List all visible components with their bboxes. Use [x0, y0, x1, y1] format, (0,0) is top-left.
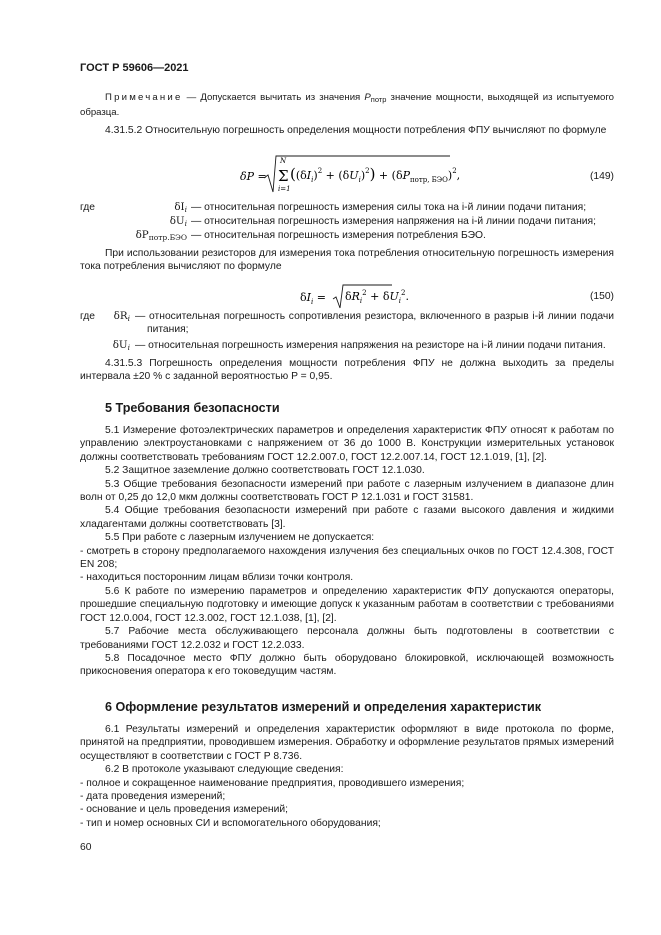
section-5-paragraph: - находиться посторонним лицам вблизи точки контроля.: [80, 572, 354, 584]
note-text-before: — Допускается вычитать из значения: [182, 92, 365, 103]
legend-symbol: δU: [169, 215, 185, 227]
note-text-after: значение мощности, выходящей из испытуемого образца.: [80, 92, 614, 118]
section-6-paragraph: - полное и сокращенное наименование предприятия, проводившего измерения;: [80, 777, 465, 789]
paragraph-4-31-5-2: 4.31.5.2 Относительную погрешность определения мощности потребления ФПУ вычисляют по формуле: [105, 125, 607, 136]
formula-150: [300, 282, 410, 310]
legend-symbol: δR: [113, 310, 128, 322]
legend-symbol-sub: i: [184, 205, 187, 214]
legend-text: — относительная погрешность измерения потребления БЭО.: [191, 230, 486, 241]
section-5-paragraph: 5.6 К работе по измерению параметров и определению характеристик ФПУ допускаются операторы, прошедшие специальную подготовку и имеющие допуск к указанным работам в соответствии с требованиями ГОСТ 12.0.004, ГОСТ 12.3.002, ГОСТ 12.1.038, [1], [2].: [80, 585, 614, 624]
paragraph-4-31-5-3: 4.31.5.3 Погрешность определения мощности потребления ФПУ не должна выходить за пределы интервала ±20 % с заданной вероятностью P = 0,95.: [80, 358, 614, 383]
formula-149-graphic: [240, 154, 540, 196]
section-6-paragraph: - основание и цель проведения измерений;: [80, 804, 288, 816]
section-6-paragraph: - тип и номер основных СИ и вспомогательного оборудования;: [80, 817, 381, 829]
legend-symbol: δU: [112, 339, 128, 351]
standard-header: ГОСТ Р 59606—2021: [80, 62, 189, 74]
formula-149-sigma: Σ: [278, 167, 289, 185]
paragraph-resistors: При использовании резисторов для измерения тока потребления относительную погрешность измерения тока потребления вычисляют по формуле: [80, 248, 614, 273]
legend-where: где: [80, 311, 96, 322]
formula-150-graphic: [300, 282, 410, 310]
legend-symbol-sub: потр.БЭО: [148, 233, 187, 242]
section-5-paragraph: 5.3 Общие требования безопасности измерений при работе с лазерным излучением в диапазоне длин волн от 0,25 до 12,0 мкм должны соответствовать ГОСТ Р 12.1.031 и ГОСТ 31581.: [80, 478, 614, 504]
formula-149-sum-top: N: [280, 157, 287, 165]
formula-149-body: $((\delta I_i)^2 + (\delta U_i)^2) + (\delta P_{потр, БЭО})^2$,: [290, 165, 461, 184]
legend-text: — относительная погрешность измерения силы тока на i-й линии подачи питания;: [191, 202, 587, 213]
section-5-paragraph: 5.4 Общие требования безопасности измерений при работе с газами высокого давления и жидкими хладагентами должны соответствовать [3].: [80, 505, 614, 530]
section-5-title: 5 Требования безопасности: [105, 401, 280, 415]
legend-symbol-sub: i: [184, 219, 187, 228]
page-number: 60: [80, 842, 92, 853]
legend-where: где: [80, 202, 96, 213]
legend-symbol: δP: [135, 229, 149, 241]
section-5-paragraph: 5.7 Рабочие места обслуживающего персонала должны быть подготовлены в соответствии с требованиями ГОСТ 12.2.032 и ГОСТ 12.2.033.: [80, 626, 614, 651]
section-5-paragraph: 5.2 Защитное заземление должно соответствовать ГОСТ 12.1.030.: [105, 465, 425, 477]
legend-text: — относительная погрешность измерения напряжения на i-й линии подачи питания;: [191, 216, 596, 227]
formula-149-number: (149): [589, 171, 614, 182]
formula-150-number: (150): [589, 291, 614, 302]
section-5-paragraph: - смотреть в сторону предполагаемого нахождения излучения без специальных очков по ГОСТ 12.4.308, ГОСТ EN 208;: [80, 545, 614, 571]
legend-symbol-sub: i: [127, 314, 130, 323]
formula-150-body: $\delta R_i^2 + \delta U_i^2$.: [345, 289, 409, 305]
note-var: P: [364, 92, 371, 103]
legend-text: — относительная погрешность сопротивления резистора, включенного в разрыв i-й линии подачи питания;: [135, 311, 614, 336]
formula-149-sum-bottom: i=1: [278, 185, 291, 193]
note-label: Примечание: [105, 92, 183, 103]
section-5-body: [80, 424, 614, 679]
section-6-paragraph: 6.2 В протоколе указывают следующие сведения:: [105, 764, 344, 776]
section-5-paragraph: 5.5 При работе с лазерным излучением не допускается:: [105, 532, 375, 544]
note: [80, 92, 614, 119]
legend-symbol: δI: [174, 201, 185, 213]
section-6-body: [80, 723, 614, 830]
section-5-paragraph: 5.8 Посадочное место ФПУ должно быть оборудовано блокировкой, исключающей возможность прикосновения оператора к его токоведущим частям.: [80, 652, 614, 678]
formula-150-lhs: $\delta I_i$ =: [300, 291, 326, 306]
section-6-paragraph: - дата проведения измерений;: [80, 791, 226, 803]
section-6-paragraph: 6.1 Результаты измерений и определения характеристик оформляют в виде протокола по форме, принятой на предприятии, проводившем измерения. Обработку и оформление результатов прямых измерений осуществляют в соответствии с ГОСТ Р 8.736.: [80, 724, 614, 762]
legend-text: — относительная погрешность измерения напряжения на резисторе на i-й линии подачи питания.: [135, 340, 606, 351]
formula-149: [240, 154, 540, 196]
section-6-title: 6 Оформление результатов измерений и определения характеристик: [105, 700, 541, 714]
section-5-paragraph: 5.1 Измерение фотоэлектрических параметров и определения характеристик ФПУ относят к работам по управлению электроустановками с напряжением от 36 до 1000 В. Конструкции измерительных установок должны соответствовать требованиям ГОСТ 12.2.007.0, ГОСТ 12.2.007.14, ГОСТ 12.1.019, [1], [2].: [80, 425, 614, 463]
note-var-sub: потр: [370, 95, 387, 104]
formula-149-lhs: δP =: [240, 170, 267, 183]
legend-symbol-sub: i: [127, 343, 130, 352]
